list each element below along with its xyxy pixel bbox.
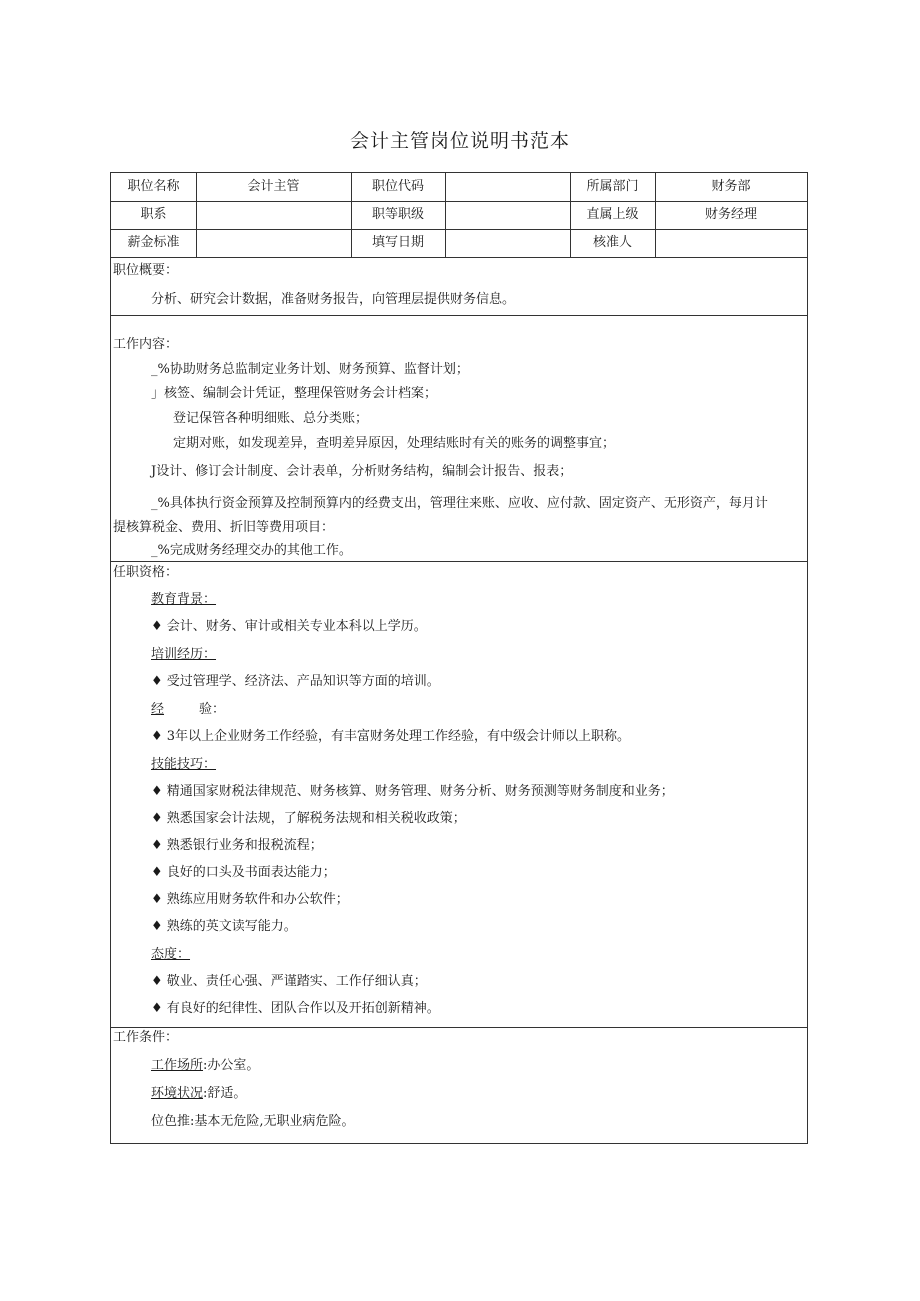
overview-text: 分析、研究会计数据，准备财务报告，向管理层提供财务信息。 (151, 292, 516, 307)
skill-item: ♦ 熟练的英文读写能力。 (151, 919, 297, 934)
value-supervisor: 财务经理 (704, 207, 757, 222)
label-fill-date: 填写日期 (371, 235, 424, 250)
label-approver: 核准人 (592, 235, 632, 250)
label-grade: 职等职级 (371, 207, 424, 222)
environment (151, 1085, 246, 1103)
value-position-name: 会计主管 (247, 179, 300, 194)
attitude-label: 态度： (151, 947, 191, 962)
label-salary: 薪金标准 (127, 235, 180, 250)
skill-item: ♦ 熟练应用财务软件和办公软件； (151, 892, 349, 907)
training-label: 培训经历： (151, 647, 217, 662)
value-salary (196, 229, 351, 257)
work-item: _%具体执行资金预算及控制预算内的经费支出，管理往来账、应收、应付款、固定资产、无形资产，每月计 (151, 496, 768, 511)
overview-heading: 职位概要： (113, 263, 179, 278)
value-job-family (196, 201, 351, 229)
label-job-family: 职系 (140, 207, 167, 222)
conditions-heading: 工作条件： (113, 1030, 179, 1045)
education-text: ♦ 会计、财务、审计或相关专业本科以上学历。 (151, 619, 427, 634)
experience-label (151, 701, 226, 719)
attitude-item: ♦ 敬业、责任心强、严谨踏实、工作仔细认真； (151, 974, 427, 989)
value-fill-date (445, 229, 570, 257)
education-label: 教育背景： (151, 592, 217, 607)
skills-label: 技能技巧： (151, 757, 217, 772)
section-divider (111, 561, 807, 562)
section-divider (111, 315, 807, 316)
work-item: 」核签、编制会计凭证，整理保管财务会计档案； (151, 386, 438, 401)
qualifications-heading: 任职资格： (113, 565, 179, 580)
work-item: 定期对账，如发现差异，查明差异原因，处理结账时有关的账务的调整事宜； (173, 436, 616, 451)
danger-text: 位色推:基本无危险,无职业病危险。 (151, 1114, 355, 1129)
training-text: ♦ 受过管理学、经济法、产品知识等方面的培训。 (151, 674, 440, 689)
work-place-value: :办公室。 (203, 1058, 260, 1073)
attitude-item: ♦ 有良好的纪律性、团队合作以及开拓创新精神。 (151, 1001, 440, 1016)
work-item: 登记保管各种明细账、总分类账； (173, 411, 369, 426)
skill-item: ♦ 熟悉银行业务和报税流程； (151, 838, 323, 853)
work-place-label: 工作场所 (151, 1058, 204, 1073)
label-department: 所属部门 (586, 179, 639, 194)
section-divider (111, 1027, 807, 1028)
experience-label-b: 验： (199, 702, 226, 717)
work-item: _%协助财务总监制定业务计划、财务预算、监督计划； (151, 362, 469, 377)
work-place (151, 1057, 259, 1075)
value-position-code (445, 173, 570, 201)
work-item: J设计、修订会计制度、会计表单，分析财务结构，编制会计报告、报表； (151, 464, 573, 479)
label-position-name: 职位名称 (127, 179, 180, 194)
environment-value: :舒适。 (203, 1086, 247, 1101)
job-description-table (110, 172, 808, 1144)
row-divider (111, 257, 807, 258)
skill-item: ♦ 良好的口头及书面表达能力； (151, 865, 336, 880)
experience-text: ♦ 3年以上企业财务工作经验，有丰富财务处理工作经验，有中级会计师以上职称。 (151, 729, 631, 744)
skill-item: ♦ 熟悉国家会计法规，了解税务法规和相关税收政策； (151, 811, 466, 826)
work-item: 提核算税金、费用、折旧等费用项目： (113, 520, 335, 535)
value-grade (445, 201, 570, 229)
label-supervisor: 直属上级 (586, 207, 639, 222)
skill-item: ♦ 精通国家财税法律规范、财务核算、财务管理、财务分析、财务预测等财务制度和业务； (151, 784, 674, 799)
page-title: 会计主管岗位说明书范本 (349, 130, 570, 152)
label-position-code: 职位代码 (371, 179, 424, 194)
environment-label: 环境状况 (151, 1086, 204, 1101)
value-approver (655, 229, 807, 257)
work-content-heading: 工作内容： (113, 337, 179, 352)
experience-label-a: 经 (151, 702, 165, 717)
value-department: 财务部 (711, 179, 751, 194)
work-item: _%完成财务经理交办的其他工作。 (151, 543, 352, 558)
